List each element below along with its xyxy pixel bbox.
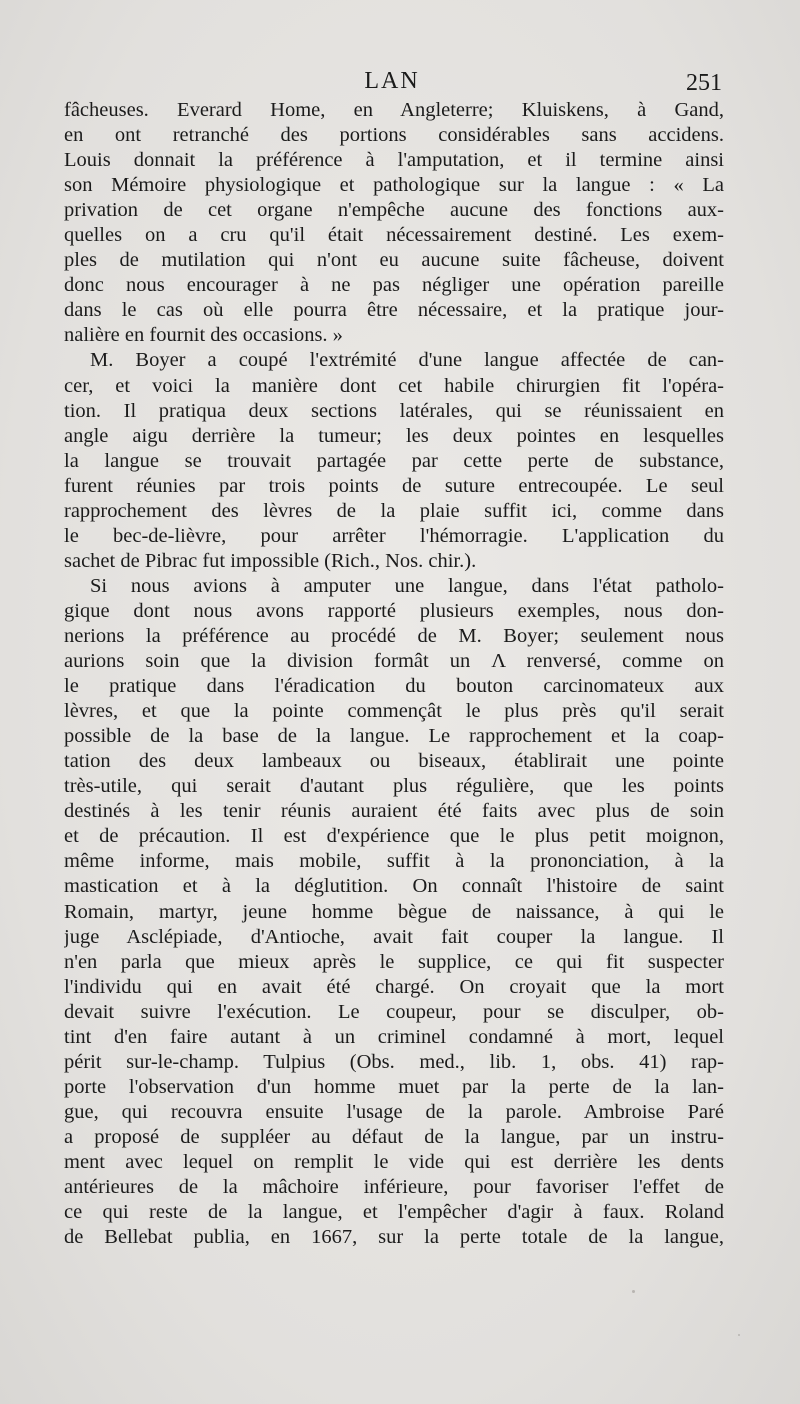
text-line: aurions soin que la division formât un Λ renversé, comme on bbox=[64, 650, 724, 673]
text-line: antérieures de la mâchoire inférieure, pour favoriser l'effet de bbox=[64, 1176, 724, 1199]
text-line: tion. Il pratiqua deux sections latérales, qui se réunissaient en bbox=[64, 399, 724, 422]
text-line: n'en parla que mieux après le supplice, ce qui fit suspecter bbox=[64, 950, 724, 973]
text-line: ce qui reste de la langue, et l'empêcher d'agir à faux. Roland bbox=[64, 1201, 724, 1224]
text-line: le pratique dans l'éradication du bouton carcinomateux aux bbox=[64, 675, 724, 698]
text-line: rapprochement des lèvres de la plaie suffit ici, comme dans bbox=[64, 499, 724, 522]
text-line: quelles on a cru qu'il était nécessairement destiné. Les exem- bbox=[64, 224, 724, 247]
text-line: tation des deux lambeaux ou biseaux, établirait une pointe bbox=[64, 750, 724, 773]
text-line: en ont retranché des portions considérables sans accidens. bbox=[64, 124, 724, 147]
text-line: mastication et à la déglutition. On connaît l'histoire de saint bbox=[64, 875, 724, 898]
running-title: LAN bbox=[364, 68, 420, 94]
text-line: Si nous avions à amputer une langue, dans l'état patholo- bbox=[90, 574, 724, 597]
text-line: tint d'en faire autant à un criminel condamné à mort, lequel bbox=[64, 1025, 724, 1048]
text-line: M. Boyer a coupé l'extrémité d'une langue affectée de can- bbox=[90, 349, 724, 372]
text-line: le bec-de-lièvre, pour arrêter l'hémorragie. L'application du bbox=[64, 524, 724, 547]
text-line: porte l'observation d'un homme muet par la perte de la lan- bbox=[64, 1075, 724, 1098]
text-line: possible de la base de la langue. Le rapprochement et la coap- bbox=[64, 725, 724, 748]
text-line: l'individu qui en avait été chargé. On croyait que la mort bbox=[64, 975, 724, 998]
text-line: juge Asclépiade, d'Antioche, avait fait couper la langue. Il bbox=[64, 925, 724, 948]
paper-speck bbox=[738, 1334, 740, 1336]
text-line: gue, qui recouvra ensuite l'usage de la parole. Ambroise Paré bbox=[64, 1100, 724, 1123]
body-text bbox=[64, 98, 724, 1250]
text-line: périt sur-le-champ. Tulpius (Obs. med., lib. 1, obs. 41) rap- bbox=[64, 1050, 724, 1073]
text-line: nalière en fournit des occasions. » bbox=[64, 324, 343, 347]
text-line: lèvres, et que la pointe commençât le plus près qu'il serait bbox=[64, 700, 724, 723]
text-line: ment avec lequel on remplit le vide qui est derrière les dents bbox=[64, 1150, 724, 1173]
paper-speck bbox=[632, 1290, 635, 1293]
text-line: donc nous encourager à ne pas négliger une opération pareille bbox=[64, 274, 724, 297]
text-line: destinés à les tenir réunis auraient été faits avec plus de soin bbox=[64, 800, 724, 823]
text-line: a proposé de suppléer au défaut de la langue, par un instru- bbox=[64, 1125, 724, 1148]
text-line: très-utile, qui serait d'autant plus régulière, que les points bbox=[64, 775, 724, 798]
page-number: 251 bbox=[686, 70, 722, 96]
text-line: fâcheuses. Everard Home, en Angleterre; Kluiskens, à Gand, bbox=[64, 99, 724, 121]
text-line: son Mémoire physiologique et pathologique sur la langue : « La bbox=[64, 174, 724, 197]
text-line: et de précaution. Il est d'expérience que le plus petit moignon, bbox=[64, 825, 724, 848]
text-line: devait suivre l'exécution. Le coupeur, pour se disculper, ob- bbox=[64, 1000, 724, 1023]
text-line: gique dont nous avons rapporté plusieurs exemples, nous don- bbox=[64, 599, 724, 622]
text-line: furent réunies par trois points de suture entrecoupée. Le seul bbox=[64, 474, 724, 497]
text-line: dans le cas où elle pourra être nécessaire, et la pratique jour- bbox=[64, 299, 724, 322]
text-line: cer, et voici la manière dont cet habile chirurgien fit l'opéra- bbox=[64, 374, 724, 397]
text-line: même informe, mais mobile, suffit à la prononciation, à la bbox=[64, 850, 724, 873]
running-head bbox=[64, 62, 720, 102]
text-line: Louis donnait la préférence à l'amputation, et il termine ainsi bbox=[64, 149, 724, 172]
text-line: angle aigu derrière la tumeur; les deux pointes en lesquelles bbox=[64, 424, 724, 447]
text-line: la langue se trouvait partagée par cette perte de substance, bbox=[64, 449, 724, 472]
text-line: de Bellebat publia, en 1667, sur la perte totale de la langue, bbox=[64, 1226, 724, 1249]
text-line: Romain, martyr, jeune homme bègue de naissance, à qui le bbox=[64, 900, 724, 923]
text-line: privation de cet organe n'empêche aucune des fonctions aux- bbox=[64, 199, 724, 222]
text-line: nerions la préférence au procédé de M. Boyer; seulement nous bbox=[64, 624, 724, 647]
text-line: sachet de Pibrac fut impossible (Rich., Nos. chir.). bbox=[64, 549, 477, 572]
text-line: ples de mutilation qui n'ont eu aucune suite fâcheuse, doivent bbox=[64, 249, 724, 272]
